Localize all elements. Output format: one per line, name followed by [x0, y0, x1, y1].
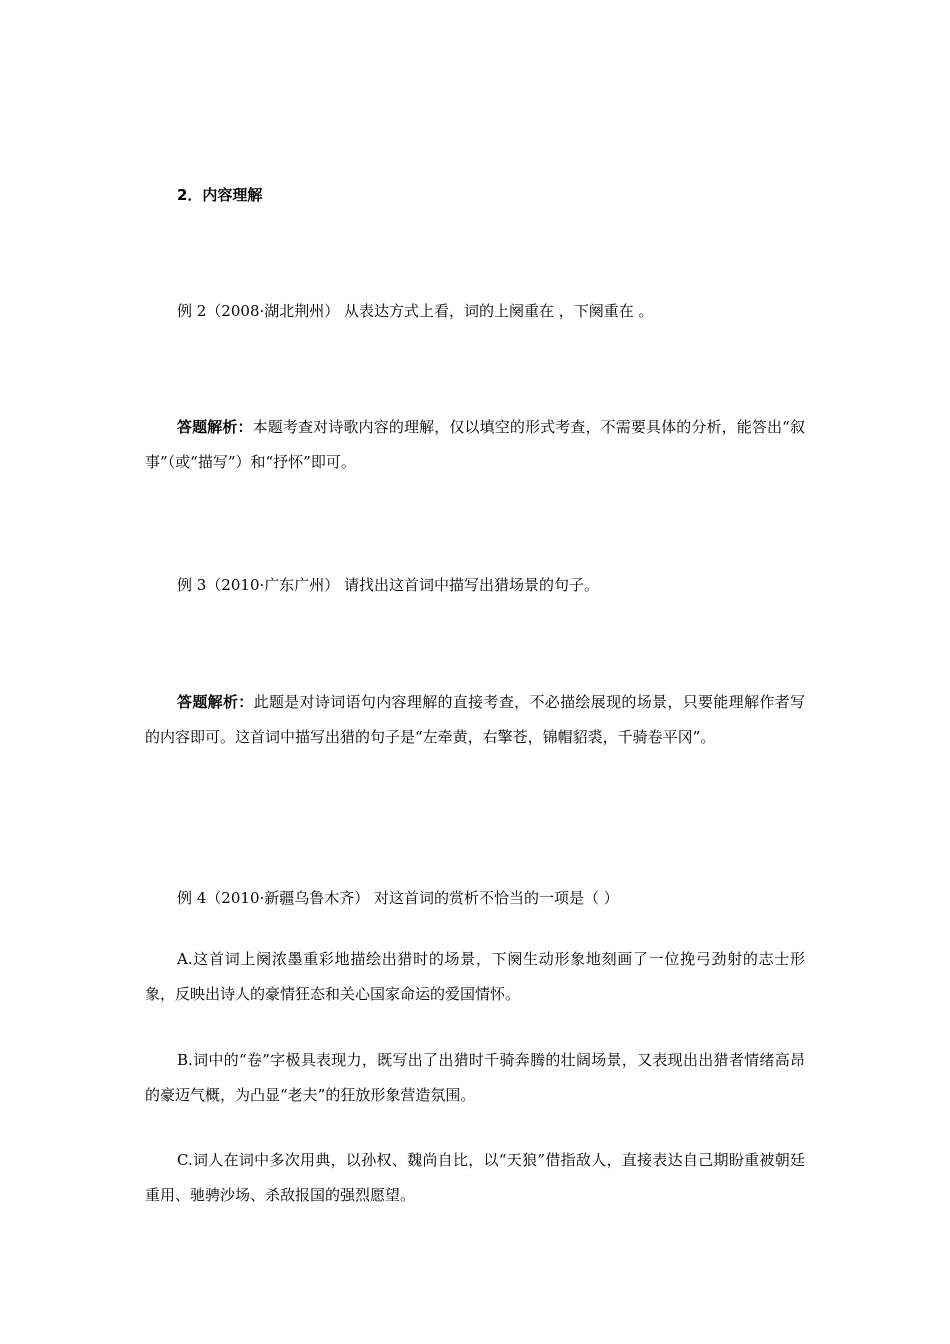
analysis-text: 此题是对诗词语句内容理解的直接考查，不必描绘展现的场景，只要能理解作者写的内容即可。这首词中描写出猎的句子是“左牵黄，右擎苍，锦帽貂裘，千骑卷平冈”。	[145, 693, 805, 746]
analysis-label: 答题解析：	[177, 693, 254, 711]
option-b: B.词中的“卷”字极具表现力，既写出了出猎时千骑奔腾的壮阔场景，又表现出出猎者情绪高昂的豪迈气概，为凸显“老夫”的狂放形象营造氛围。	[145, 1051, 805, 1104]
section-heading: 2．内容理解	[177, 186, 263, 204]
option-c: C.词人在词中多次用典，以孙权、魏尚自比，以“天狼”借指敌人，直接表达自己期盼重被朝廷重用、驰骋沙场、杀敌报国的强烈愿望。	[145, 1151, 805, 1204]
analysis-label: 答题解析：	[177, 418, 253, 436]
example-2-analysis	[145, 410, 805, 480]
example-3-question: 例 3（2010·广东广州） 请找出这首词中描写出猎场景的句子。	[177, 576, 600, 594]
example-2-question: 例 2（2008·湖北荆州） 从表达方式上看，词的上阕重在 ，下阕重在 。	[177, 302, 654, 320]
analysis-text: 本题考查对诗歌内容的理解，仅以填空的形式考查，不需要具体的分析，能答出“叙事”（或“描写”）和“抒怀”即可。	[145, 418, 805, 471]
example-3-analysis	[145, 685, 805, 755]
example-4-question: 例 4（2010·新疆乌鲁木齐） 对这首词的赏析不恰当的一项是（ ）	[177, 889, 619, 907]
option-a: A.这首词上阕浓墨重彩地描绘出猎时的场景，下阕生动形象地刻画了一位挽弓劲射的志士形象，反映出诗人的豪情狂态和关心国家命运的爱国情怀。	[145, 950, 805, 1003]
